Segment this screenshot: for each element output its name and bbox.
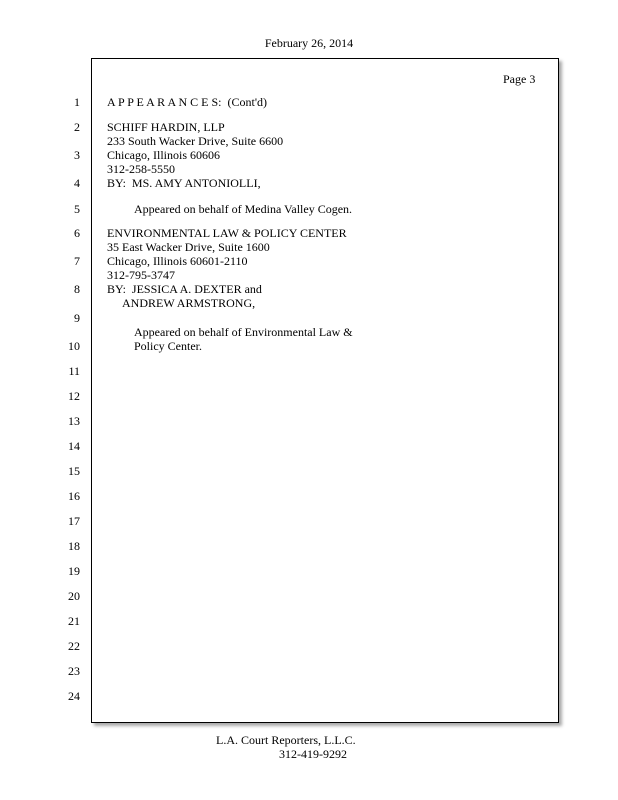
firm2-appeared-line2: Policy Center. [134,339,202,353]
line-number: 24 [68,689,80,703]
firm1-address1: 233 South Wacker Drive, Suite 6600 [107,134,284,148]
line-number: 9 [74,311,80,325]
page-number: Page 3 [503,72,536,86]
firm2-address2: Chicago, Illinois 60601-2110 [107,254,248,268]
line-number: 3 [74,148,80,162]
header-date: February 26, 2014 [264,36,354,50]
line-number: 5 [74,202,80,216]
firm2-address1: 35 East Wacker Drive, Suite 1600 [107,240,270,254]
line-number: 7 [74,254,80,268]
line-number: 1 [74,95,80,109]
line-number: 20 [68,589,80,603]
line-number: 18 [68,539,80,553]
line-number: 22 [68,639,80,653]
firm1-attorney: BY: MS. AMY ANTONIOLLI, [107,176,261,190]
line-number: 21 [68,614,80,628]
firm2-name: ENVIRONMENTAL LAW & POLICY CENTER [107,226,347,240]
firm1-phone: 312-258-5550 [107,162,175,176]
firm2-phone: 312-795-3747 [107,268,175,282]
firm1-address2: Chicago, Illinois 60606 [107,148,220,162]
line-number: 19 [68,564,80,578]
appearances-title: A P P E A R A N C E S: (Cont'd) [107,95,267,109]
line-number: 15 [68,464,80,478]
footer-company: L.A. Court Reporters, L.L.C. [216,733,356,747]
firm1-name: SCHIFF HARDIN, LLP [107,120,225,134]
firm2-attorney2: ANDREW ARMSTRONG, [122,296,256,310]
line-number: 2 [74,120,80,134]
footer-phone: 312-419-9292 [279,747,347,761]
line-number: 16 [68,489,80,503]
line-number: 8 [74,282,80,296]
line-number: 13 [68,414,80,428]
line-number: 6 [74,226,80,240]
line-number: 10 [68,339,80,353]
firm2-attorney: BY: JESSICA A. DEXTER and [107,282,262,296]
firm1-appeared: Appeared on behalf of Medina Valley Cogen. [134,202,353,216]
line-number: 12 [68,389,80,403]
line-number: 4 [74,176,80,190]
line-number: 17 [68,514,80,528]
line-number: 11 [68,364,80,378]
line-number: 14 [68,439,80,453]
line-number: 23 [68,664,80,678]
firm2-appeared-line1: Appeared on behalf of Environmental Law & [134,325,353,339]
